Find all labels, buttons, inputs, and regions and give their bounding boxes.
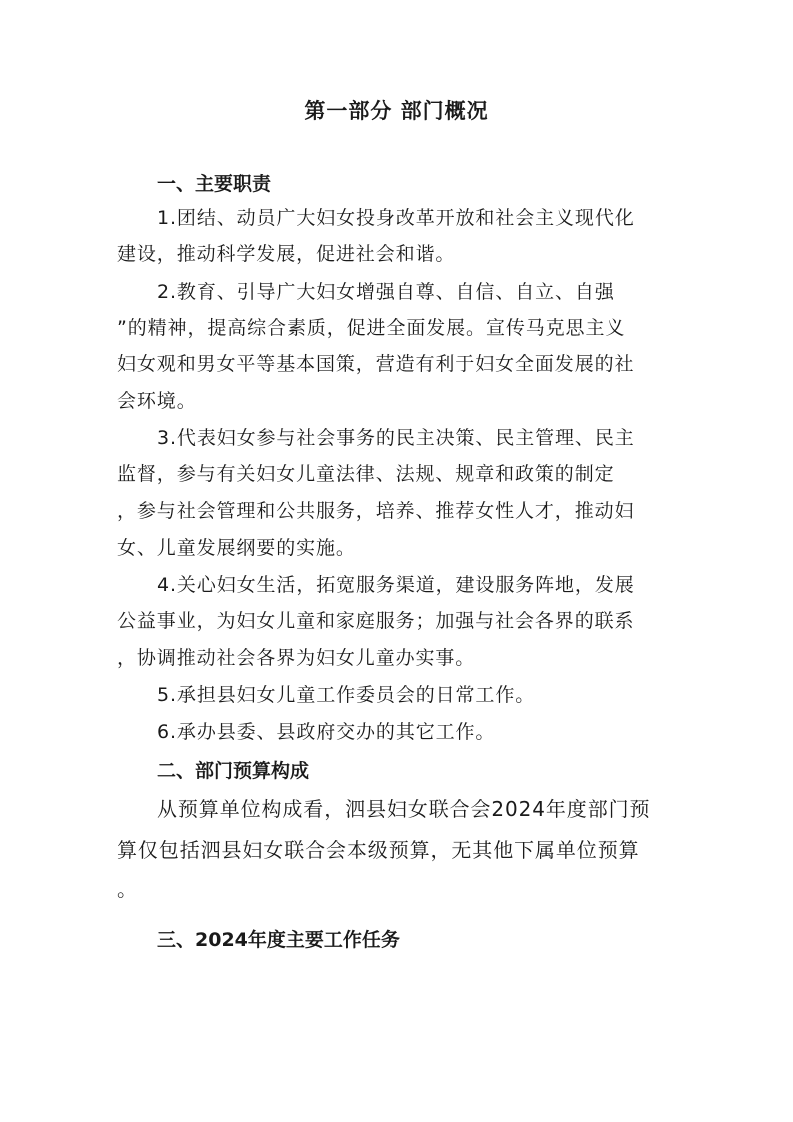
paragraph-line: 6.承办县委、县政府交办的其它工作。 (157, 721, 496, 743)
section-heading-budget: 二、部门预算构成 (157, 760, 310, 782)
paragraph-line: 5.承担县妇女儿童工作委员会的日常工作。 (157, 684, 536, 706)
paragraph-line: ”的精神，提高综合素质，促进全面发展。宣传马克思主义 (117, 317, 626, 339)
paragraph-line: 会环境。 (117, 390, 197, 412)
paragraph-line: 妇女观和男女平等基本国策，营造有利于妇女全面发展的社 (117, 353, 635, 375)
paragraph-line: 算仅包括泗县妇女联合会本级预算，无其他下属单位预算 (117, 838, 640, 862)
paragraph-line: ，协调推动社会各界为妇女儿童办实事。 (117, 647, 476, 669)
paragraph-line: 从预算单位构成看，泗县妇女联合会2024年度部门预 (157, 797, 651, 821)
paragraph-line: 3.代表妇女参与社会事务的民主决策、民主管理、民主 (157, 427, 635, 449)
paragraph-line: 公益事业，为妇女儿童和家庭服务；加强与社会各界的联系 (117, 610, 635, 632)
paragraph-line: 1.团结、动员广大妇女投身改革开放和社会主义现代化 (157, 207, 635, 229)
paragraph-line: 女、儿童发展纲要的实施。 (117, 537, 356, 559)
paragraph-line: 2.教育、引导广大妇女增强自尊、自信、自立、自强 (157, 281, 615, 303)
paragraph-line: 监督，参与有关妇女儿童法律、法规、规章和政策的制定 (117, 463, 615, 485)
page-title: 第一部分 部门概况 (304, 99, 489, 123)
section-heading-duties: 一、主要职责 (157, 173, 272, 195)
paragraph-line: 。 (117, 877, 138, 901)
paragraph-line: 4.关心妇女生活，拓宽服务渠道，建设服务阵地，发展 (157, 574, 635, 596)
section-heading-tasks: 三、2024年度主要工作任务 (157, 929, 400, 951)
paragraph-line: ，参与社会管理和公共服务，培养、推荐女性人才，推动妇 (117, 500, 635, 522)
paragraph-line: 建设，推动科学发展，促进社会和谐。 (117, 243, 456, 265)
